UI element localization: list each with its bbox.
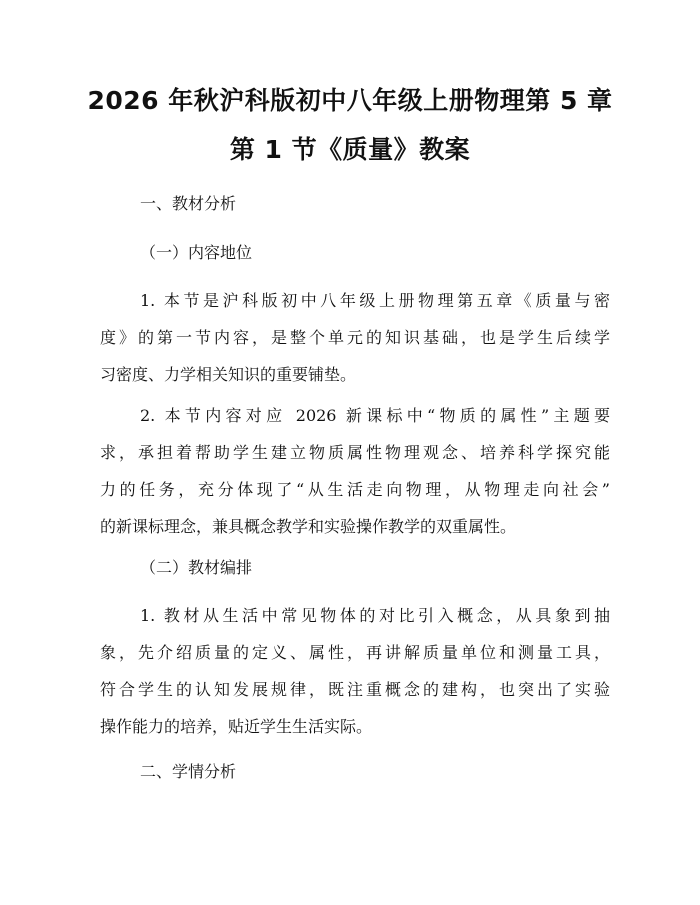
paragraph-line: 力的任务，充分体现了“从生活走向物理，从物理走向社会” bbox=[100, 480, 610, 499]
paragraph-content-position-1 bbox=[100, 289, 610, 400]
paragraph-line: 求，承担着帮助学生建立物质属性物理观念、培养科学探究能 bbox=[100, 443, 610, 462]
paragraph-content-position-2 bbox=[100, 404, 610, 552]
paragraph-line: 度》的第一节内容，是整个单元的知识基础，也是学生后续学 bbox=[100, 328, 610, 347]
paragraph-line: 2. 本节内容对应 2026 新课标中“物质的属性”主题要 bbox=[140, 406, 610, 425]
paragraph-line: 1. 本节是沪科版初中八年级上册物理第五章《质量与密 bbox=[140, 291, 610, 310]
paragraph-line: 的新课标理念，兼具概念教学和实验操作教学的双重属性。 bbox=[100, 517, 517, 536]
paragraph-line: 象，先介绍质量的定义、属性，再讲解质量单位和测量工具， bbox=[100, 643, 610, 662]
paragraph-line: 操作能力的培养，贴近学生生活实际。 bbox=[100, 717, 373, 736]
paragraph-textbook-arrangement-1 bbox=[100, 604, 610, 752]
paragraph-line: 1. 教材从生活中常见物体的对比引入概念，从具象到抽 bbox=[140, 606, 610, 625]
subsection-heading-content-position: （一）内容地位 bbox=[140, 243, 253, 262]
paragraph-line: 符合学生的认知发展规律，既注重概念的建构，也突出了实验 bbox=[100, 680, 610, 699]
document-title-line-1: 2026 年秋沪科版初中八年级上册物理第 5 章 bbox=[87, 86, 613, 115]
paragraph-line: 习密度、力学相关知识的重要铺垫。 bbox=[100, 365, 357, 384]
document-title-line-2: 第 1 节《质量》教案 bbox=[229, 135, 471, 164]
section-heading-textbook-analysis: 一、教材分析 bbox=[140, 194, 237, 213]
subsection-heading-textbook-arrangement: （二）教材编排 bbox=[140, 558, 253, 577]
section-heading-student-analysis: 二、学情分析 bbox=[140, 762, 237, 781]
